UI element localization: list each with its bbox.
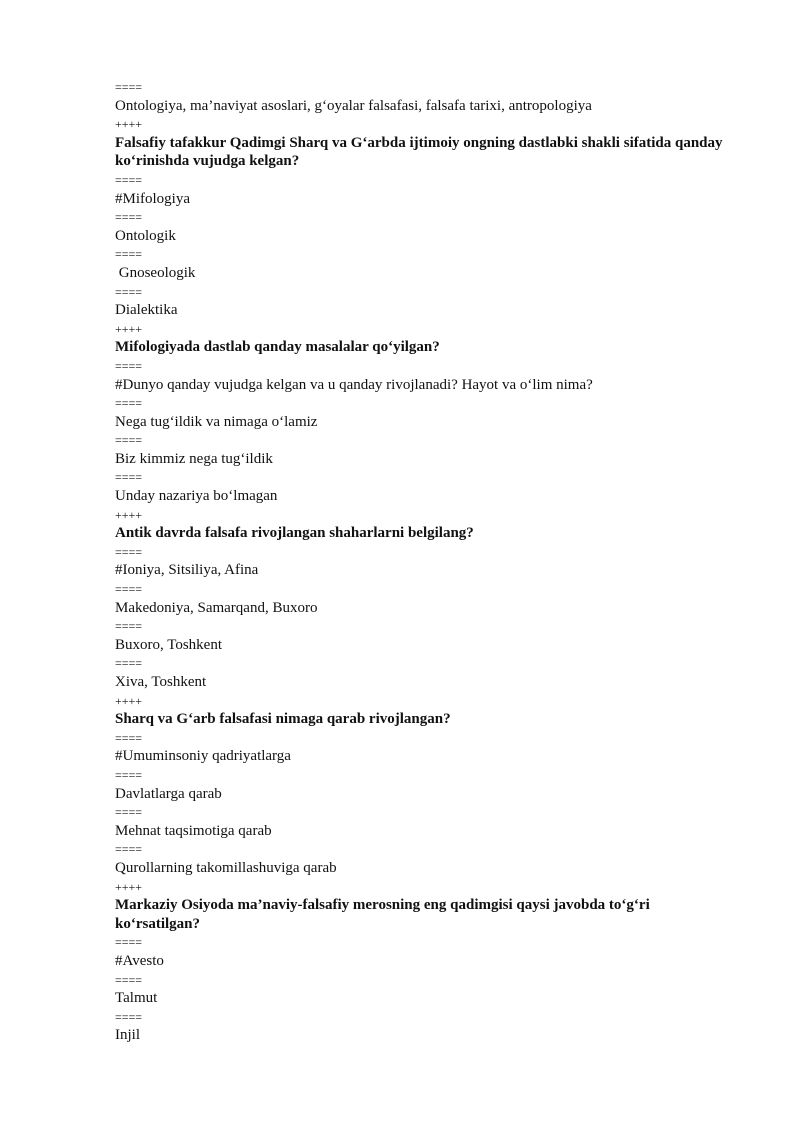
- answer-option: Xiva, Toshkent: [115, 674, 207, 690]
- separator-line: ====: [115, 210, 143, 225]
- separator-line: ++++: [115, 879, 143, 894]
- document-page: [115, 78, 725, 1045]
- answer-option: Talmut: [115, 990, 158, 1007]
- answer-option: #Avesto: [115, 952, 164, 969]
- separator-line: ====: [115, 433, 143, 448]
- separator-line: ====: [115, 842, 143, 857]
- separator-line: ====: [115, 619, 143, 634]
- separator-line: ====: [115, 358, 143, 373]
- separator-line: ====: [115, 470, 143, 485]
- question-text: Mifologiyada dastlab qanday masalalar qo‘yilgan?: [115, 339, 440, 356]
- answer-option: #Umuminsoniy qadriyatlarga: [115, 748, 291, 765]
- separator-line: ====: [115, 730, 143, 745]
- separator-line: ====: [115, 582, 143, 597]
- answer-option: Ontologik: [115, 227, 176, 244]
- answer-option: Biz kimmiz nega tug‘ildik: [115, 450, 273, 467]
- separator-line: ====: [115, 1009, 143, 1024]
- question-text: Falsafiy tafakkur Qadimgi Sharq va G‘arbda ijtimoiy ongning dastlabki shakli sifatida qanday ko‘rinishda vujudga kelgan?: [115, 134, 727, 170]
- separator-line: ++++: [115, 117, 143, 132]
- answer-option: Mehnat taqsimotiga qarab: [115, 822, 272, 839]
- answer-option: Buxoro, Toshkent: [115, 636, 223, 653]
- separator-line: ++++: [115, 693, 143, 708]
- separator-line: ====: [115, 172, 143, 187]
- question-text: Antik davrda falsafa rivojlangan shaharlarni belgilang?: [115, 525, 474, 542]
- answer-option: Davlatlarga qarab: [115, 785, 222, 802]
- answer-option: Gnoseologik: [115, 264, 196, 281]
- separator-line: ====: [115, 284, 143, 299]
- answer-option: Unday nazariya bo‘lmagan: [115, 488, 278, 505]
- answer-option: #Ioniya, Sitsiliya, Afina: [115, 562, 259, 579]
- separator-line: ====: [115, 80, 143, 94]
- answer-option: #Mifologiya: [115, 190, 190, 207]
- separator-line: ====: [115, 544, 143, 559]
- separator-line: ====: [115, 247, 143, 262]
- separator-line: ====: [115, 805, 143, 820]
- separator-line: ====: [115, 972, 143, 987]
- question-text: Markaziy Osiyoda ma’naviy-falsafiy merosning eng qadimgisi qaysi javobda to‘g‘ri ko‘rsatilgan?: [115, 897, 654, 932]
- question-text: Sharq va G‘arb falsafasi nimaga qarab rivojlangan?: [115, 711, 451, 728]
- answer-option: #Dunyo qanday vujudga kelgan va u qanday rivojlanadi? Hayot va o‘lim nima?: [115, 376, 593, 393]
- separator-line: ====: [115, 935, 143, 950]
- separator-line: ====: [115, 396, 143, 411]
- answer-option: Dialektika: [115, 302, 178, 319]
- answer-option: Injil: [115, 1027, 140, 1044]
- answer-option: Ontologiya, ma’naviyat asoslari, g‘oyalar falsafasi, falsafa tarixi, antropologiya: [115, 97, 592, 114]
- answer-option: Qurollarning takomillashuviga qarab: [115, 859, 337, 876]
- separator-line: ====: [115, 767, 143, 782]
- separator-line: ====: [115, 656, 143, 671]
- answer-option: Makedoniya, Samarqand, Buxoro: [115, 599, 318, 616]
- separator-line: ++++: [115, 507, 143, 522]
- answer-option: Nega tug‘ildik va nimaga o‘lamiz: [115, 413, 318, 430]
- separator-line: ++++: [115, 321, 143, 336]
